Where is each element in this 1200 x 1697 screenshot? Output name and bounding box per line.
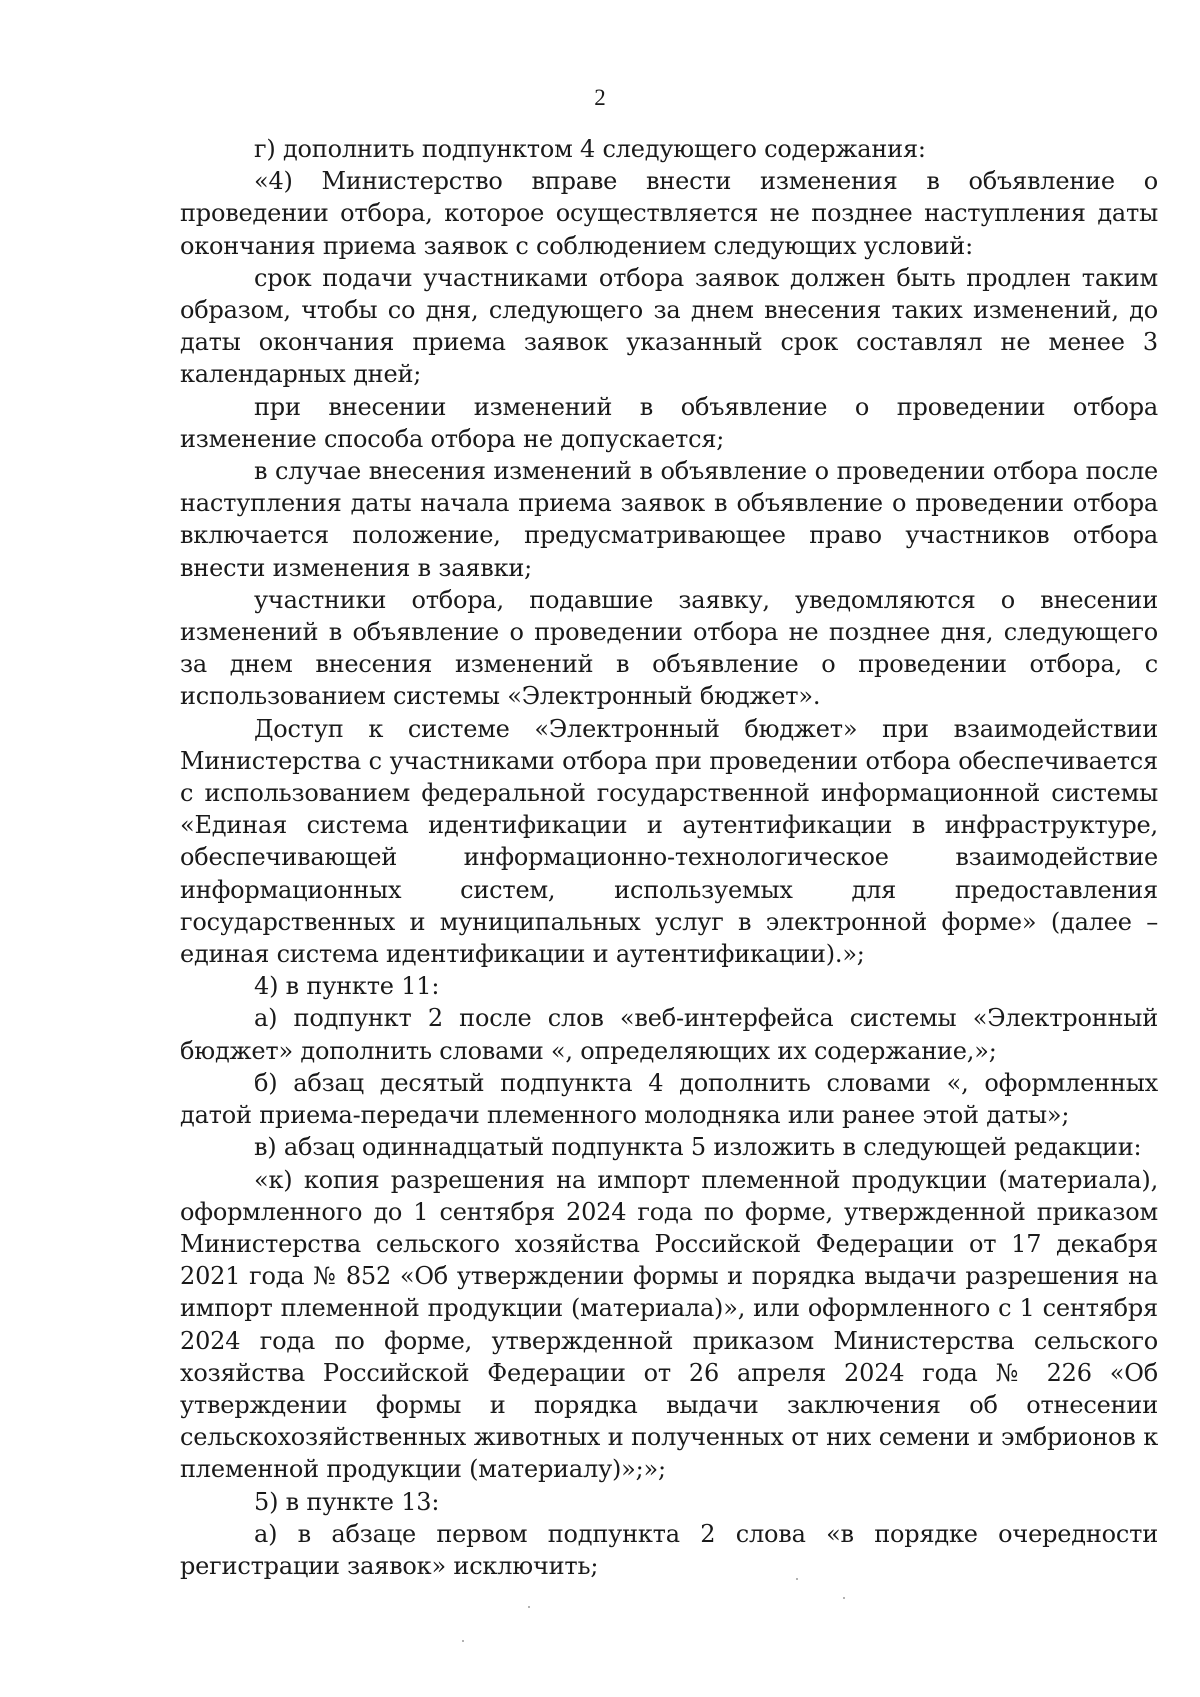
scan-speck xyxy=(462,1640,464,1642)
paragraph-import-permit: «к) копия разрешения на импорт племенной продукции (материала), оформленного до 1 сентября 2024 года по форме, утвержденной приказом Министерства сельского хозяйства Российской Федерации от 17 декабря 2021 года № 852 «Об утверждении формы и порядка выдачи разрешения на импорт племенной продукции (материала)», или оформленного с 1 сентября 2024 года по форме, утвержденной приказом Министерства сельского хозяйства Российской Федерации от 26 апреля 2024 года № 226 «Об утверждении формы и порядка выдачи заключения об отнесении сельскохозяйственных животных и полученных от них семени и эмбрионов к племенной продукции (материалу)»;»; xyxy=(180,1165,1158,1484)
paragraph-item-5: 5) в пункте 13: xyxy=(254,1487,440,1516)
paragraph-method-unchanged: при внесении изменений в объявление о проведении отбора изменение способа отбора не допускается; xyxy=(180,392,1158,453)
paragraph-system-access: Доступ к системе «Электронный бюджет» при взаимодействии Министерства с участниками отбора при проведении отбора обеспечивается с использованием федеральной государственной информационной системы «Единая система идентификации и аутентификации в инфраструктуре, обеспечивающей информационно-технологическое взаимодействие информационных систем, используемых для предоставления государственных и муниципальных услуг в электронной форме» (далее – единая система идентификации и аутентификации).»; xyxy=(180,714,1158,969)
paragraph-item-5a: а) в абзаце первом подпункта 2 слова «в порядке очередности регистрации заявок» исключить; xyxy=(180,1519,1158,1580)
paragraph-application-changes: в случае внесения изменений в объявление о проведении отбора после наступления даты начала приема заявок в объявление о проведении отбора включается положение, предусматривающее право участников отбора внести изменения в заявки; xyxy=(180,457,1158,582)
paragraph-item-4: 4) в пункте 11: xyxy=(254,972,440,1001)
paragraph-participant-notice: участники отбора, подавшие заявку, уведомляются о внесении изменений в объявление о проведении отбора не позднее дня, следующего за днем внесения изменений в объявление о проведении отбора, с использованием системы «Электронный бюджет». xyxy=(180,585,1158,711)
document-body xyxy=(180,133,1158,1582)
paragraph-item-g: г) дополнить подпунктом 4 следующего содержания: xyxy=(254,135,926,163)
paragraph-item-4b: б) абзац десятый подпункта 4 дополнить словами «, оформленных датой приема-передачи племенного молодняка или ранее этой даты»; xyxy=(180,1068,1158,1130)
paragraph-item-4v: в) абзац одиннадцатый подпункта 5 изложить в следующей редакции: xyxy=(254,1133,1142,1162)
page-number: 2 xyxy=(594,85,606,110)
scan-speck xyxy=(843,1597,845,1599)
scan-speck xyxy=(796,1578,798,1580)
paragraph-item-4a: а) подпункт 2 после слов «веб-интерфейса системы «Электронный бюджет» дополнить словами «, определяющих их содержание,»; xyxy=(180,1004,1158,1065)
scan-speck xyxy=(528,1606,530,1608)
paragraph-subitem-4-intro: «4) Министерство вправе внести изменения в объявление о проведении отбора, которое осуществляется не позднее наступления даты окончания приема заявок с соблюдением следующих условий: xyxy=(180,167,1158,260)
paragraph-deadline-extension: срок подачи участниками отбора заявок должен быть продлен таким образом, чтобы со дня, следующего за днем внесения таких изменений, до даты окончания приема заявок указанный срок составлял не менее 3 календарных дней; xyxy=(180,263,1158,389)
